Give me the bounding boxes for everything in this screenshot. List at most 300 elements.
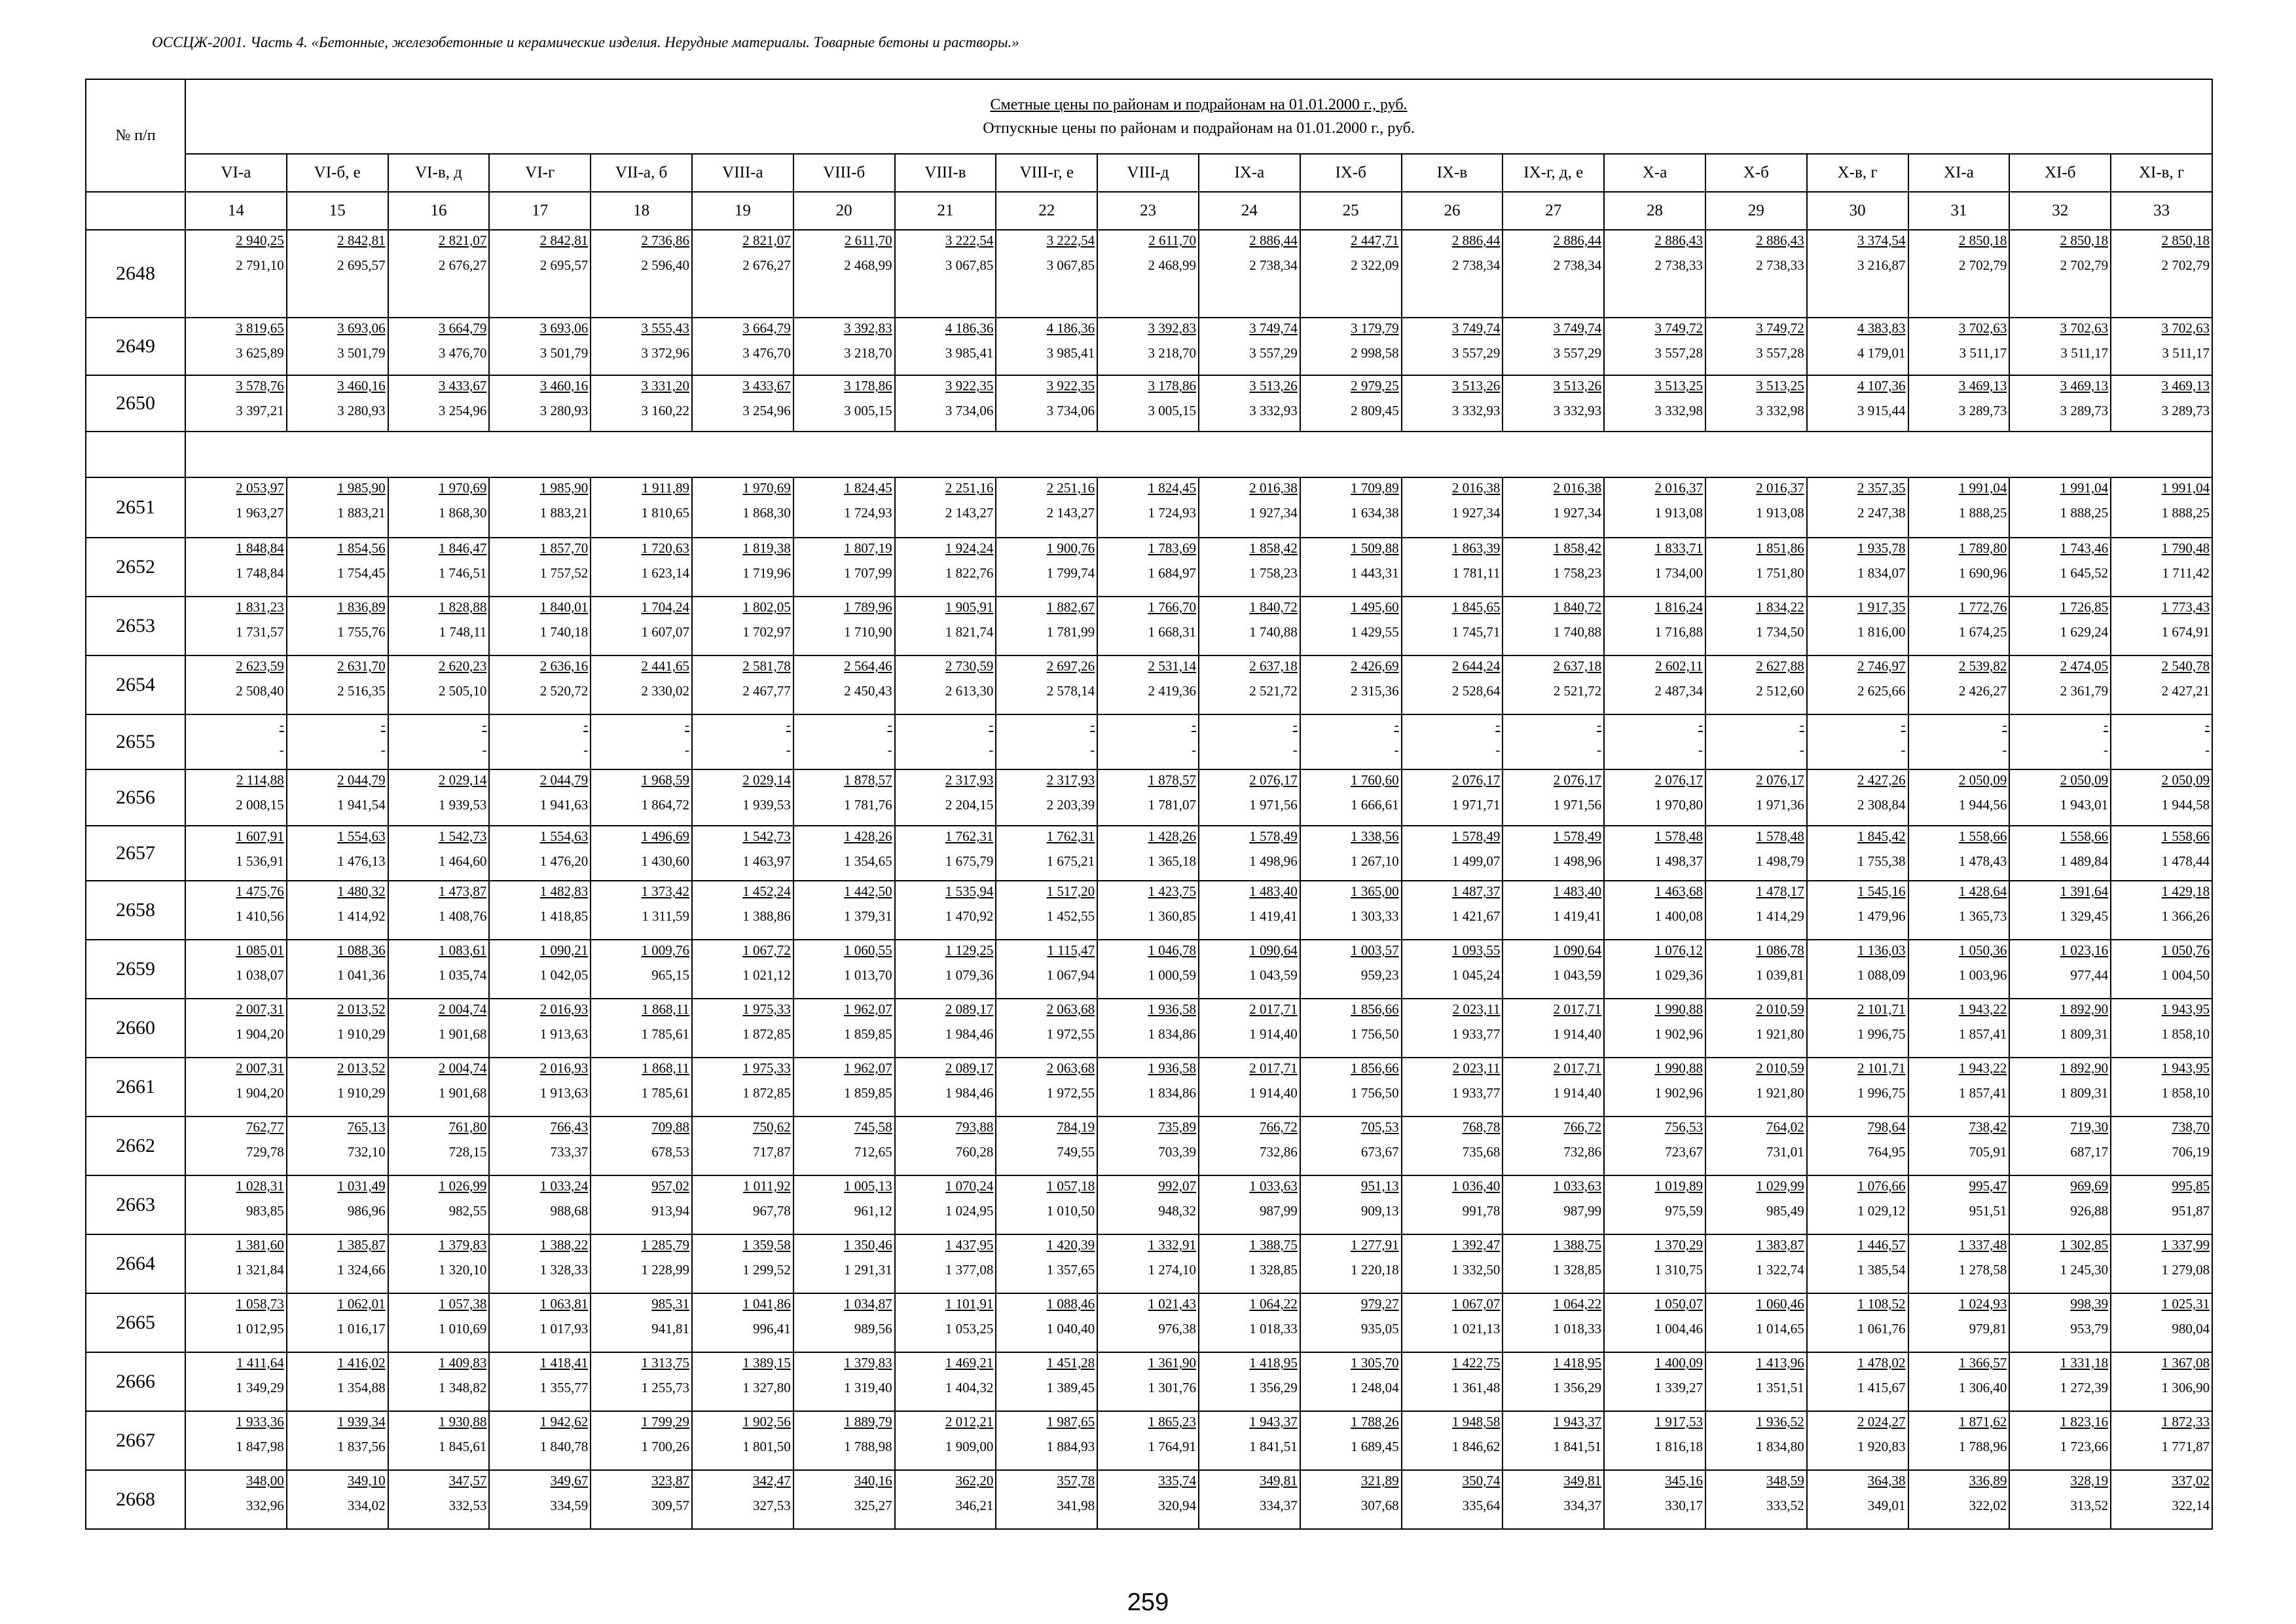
price-cell (591, 826, 692, 881)
release-price: 1 927,34 (1451, 505, 1501, 521)
price-cell (1300, 769, 1402, 826)
release-price: 1 910,29 (337, 1085, 386, 1101)
price-cell (1199, 1411, 1300, 1470)
price-cell (1097, 769, 1199, 826)
price-cell (1705, 655, 1807, 714)
estimate-price: 1 948,58 (1451, 1414, 1501, 1430)
price-cell (388, 1411, 490, 1470)
estimate-price: 1 930,88 (438, 1414, 487, 1430)
price-cell (1199, 1116, 1300, 1175)
price-cell (1705, 1175, 1807, 1234)
price-cell (185, 1175, 287, 1234)
estimate-price: 2 010,59 (1756, 1001, 1804, 1017)
release-price: 959,23 (1360, 967, 1399, 983)
price-cell (1705, 1352, 1807, 1411)
release-price: 1 788,96 (1958, 1439, 2007, 1454)
price-cell (1604, 1470, 1705, 1529)
release-price: 1 349,29 (236, 1380, 284, 1395)
estimate-price: 1 090,64 (1553, 942, 1602, 958)
price-cell (1908, 1411, 2010, 1470)
price-cell (2009, 826, 2111, 881)
release-price: 731,01 (1766, 1144, 1804, 1160)
estimate-price: 969,69 (2070, 1178, 2109, 1194)
release-price: 1 702,97 (742, 624, 791, 640)
price-cell (287, 940, 388, 999)
price-cell (1604, 714, 1705, 769)
estimate-price: 1 050,07 (1654, 1296, 1703, 1312)
estimate-price: 1 064,22 (1249, 1296, 1298, 1312)
release-price: 1 443,31 (1351, 565, 1399, 581)
estimate-price: 1 840,72 (1249, 599, 1298, 615)
price-cell (692, 655, 793, 714)
column-number-cell: 16 (388, 192, 490, 230)
release-price: 3 734,06 (945, 403, 994, 418)
release-price: 1 361,48 (1451, 1380, 1501, 1395)
release-price: 2 505,10 (438, 683, 487, 699)
estimate-price: 1 487,37 (1451, 883, 1501, 899)
price-cell (1402, 1234, 1503, 1293)
price-cell (2009, 375, 2111, 432)
estimate-price: 1 350,46 (844, 1237, 892, 1253)
price-cell (1908, 1234, 2010, 1293)
estimate-price: 2 007,31 (236, 1060, 284, 1076)
estimate-price: 2 089,17 (945, 1060, 994, 1076)
price-cell (185, 769, 287, 826)
release-price: 3 511,17 (2060, 345, 2109, 361)
release-price: 989,56 (854, 1321, 892, 1337)
price-cell (996, 655, 1097, 714)
release-price: 1 498,79 (1756, 853, 1804, 869)
price-cell (1503, 1470, 1604, 1529)
estimate-price: 2 044,79 (337, 772, 386, 788)
estimate-price: 1 943,95 (2161, 1001, 2210, 1017)
estimate-price: 1 720,63 (641, 540, 689, 556)
estimate-price: 992,07 (1158, 1178, 1196, 1194)
estimate-price: 1 872,33 (2161, 1414, 2210, 1430)
price-cell (1807, 1175, 1908, 1234)
release-price: 334,37 (1260, 1498, 1298, 1513)
release-price: 1 801,50 (742, 1439, 791, 1454)
row-number-cell: 2648 (86, 230, 185, 318)
estimate-price: 1 772,76 (1958, 599, 2007, 615)
release-price: - (1597, 742, 1602, 758)
row-number-cell: 2662 (86, 1116, 185, 1175)
release-price: 3 216,87 (1857, 257, 1906, 273)
estimate-price: 1 892,90 (2060, 1060, 2109, 1076)
release-price: 988,68 (550, 1203, 589, 1219)
release-price: 313,52 (2070, 1498, 2109, 1513)
release-price: 2 308,84 (1857, 797, 1906, 813)
row-number-cell: 2661 (86, 1058, 185, 1116)
price-cell (1705, 1058, 1807, 1116)
estimate-price: 2 017,71 (1553, 1001, 1602, 1017)
estimate-price: 2 623,59 (236, 658, 284, 674)
estimate-price: 3 749,74 (1553, 320, 1602, 336)
release-price: 349,01 (1867, 1498, 1906, 1513)
release-price: 4 179,01 (1857, 345, 1906, 361)
price-cell (2111, 714, 2212, 769)
release-price: 1 418,85 (539, 908, 589, 924)
estimate-price: 336,89 (1969, 1473, 2007, 1488)
price-cell (2111, 1234, 2212, 1293)
region-header-cell: VI-в, д (388, 154, 490, 192)
price-cell (996, 1234, 1097, 1293)
estimate-price: 3 819,65 (236, 320, 284, 336)
release-price: 1 821,74 (945, 624, 994, 640)
region-header-cell: VII-а, б (591, 154, 692, 192)
release-price: 712,65 (854, 1144, 892, 1160)
release-price: 1 414,29 (1756, 908, 1804, 924)
price-cell (1503, 1175, 1604, 1234)
price-cell (287, 714, 388, 769)
price-cell (692, 769, 793, 826)
release-price: 1 470,92 (945, 908, 994, 924)
price-cell (793, 1411, 895, 1470)
release-price: 332,53 (448, 1498, 487, 1513)
estimate-price: 756,53 (1665, 1119, 1703, 1135)
release-price: 1 904,20 (236, 1085, 284, 1101)
price-cell (2111, 477, 2212, 538)
estimate-price: 3 664,79 (438, 320, 487, 336)
price-cell (2111, 1470, 2212, 1529)
estimate-price: 3 392,83 (844, 320, 892, 336)
release-price: 2 467,77 (742, 683, 791, 699)
estimate-price: 2 251,16 (945, 480, 994, 496)
estimate-price: 762,77 (246, 1119, 284, 1135)
estimate-price: - (380, 717, 386, 733)
price-cell (1199, 1175, 1300, 1234)
estimate-price: 2 886,44 (1451, 232, 1501, 248)
release-price: 1 067,94 (1046, 967, 1095, 983)
price-cell (1908, 538, 2010, 597)
release-price: - (2002, 742, 2007, 758)
price-cell (388, 940, 490, 999)
price-cell (692, 538, 793, 597)
release-price: 1 675,21 (1046, 853, 1095, 869)
estimate-price: - (786, 717, 791, 733)
release-price: 2 676,27 (438, 257, 487, 273)
release-price: 2 520,72 (539, 683, 589, 699)
release-price: 1 607,07 (641, 624, 689, 640)
estimate-price: 3 749,72 (1756, 320, 1804, 336)
release-price: 1 941,54 (337, 797, 386, 813)
price-cell (1705, 477, 1807, 538)
estimate-price: 1 578,49 (1249, 828, 1298, 844)
table-row (86, 538, 2212, 597)
column-number-cell: 22 (996, 192, 1097, 230)
estimate-price: 1 985,90 (337, 480, 386, 496)
release-price: 346,21 (955, 1498, 994, 1513)
price-cell (895, 538, 996, 597)
price-cell (1300, 1058, 1402, 1116)
release-price: 3 476,70 (742, 345, 791, 361)
release-price: 1 645,52 (2060, 565, 2109, 581)
estimate-price: 3 702,63 (2161, 320, 2210, 336)
release-price: 2 738,34 (1553, 257, 1602, 273)
row-number-cell: 2657 (86, 826, 185, 881)
release-price: 1 816,00 (1857, 624, 1906, 640)
estimate-price: 2 317,93 (945, 772, 994, 788)
release-price: 1 016,17 (337, 1321, 386, 1337)
release-price: 3 005,15 (1148, 403, 1196, 418)
price-cell (1503, 1058, 1604, 1116)
estimate-price: 2 013,52 (337, 1001, 386, 1017)
price-cell (2111, 940, 2212, 999)
price-cell (489, 1352, 591, 1411)
price-cell (1402, 1470, 1503, 1529)
price-cell (692, 1175, 793, 1234)
release-price: 1 723,66 (2060, 1439, 2109, 1454)
price-cell (388, 1058, 490, 1116)
price-cell (1199, 375, 1300, 432)
estimate-price: 1 422,75 (1451, 1355, 1501, 1371)
estimate-price: 3 179,79 (1351, 320, 1399, 336)
estimate-price: 2 611,70 (1148, 232, 1196, 248)
release-price: 1 809,31 (2060, 1085, 2109, 1101)
price-cell (2009, 318, 2111, 375)
estimate-price: 2 016,38 (1249, 480, 1298, 496)
price-cell (185, 714, 287, 769)
estimate-price: 1 816,24 (1654, 599, 1703, 615)
estimate-price: 766,72 (1260, 1119, 1298, 1135)
estimate-price: 2 089,17 (945, 1001, 994, 1017)
estimate-price: 1 790,48 (2161, 540, 2210, 556)
estimate-price: 328,19 (2070, 1473, 2109, 1488)
price-cell (2111, 1116, 2212, 1175)
estimate-price: 1 033,63 (1249, 1178, 1298, 1194)
price-cell (1908, 714, 2010, 769)
price-cell (2111, 1175, 2212, 1234)
price-cell (1097, 1116, 1199, 1175)
estimate-price: 2 251,16 (1046, 480, 1095, 496)
release-price: 1 041,36 (337, 967, 386, 983)
estimate-price: 347,57 (448, 1473, 487, 1488)
estimate-price: 2 850,18 (2161, 232, 2210, 248)
release-price: 1 498,96 (1553, 853, 1602, 869)
release-price: 1 291,31 (844, 1262, 892, 1278)
price-cell (1199, 1058, 1300, 1116)
release-price: 2 361,79 (2060, 683, 2109, 699)
release-price: 948,32 (1158, 1203, 1196, 1219)
release-price: 951,51 (1969, 1203, 2007, 1219)
price-cell (591, 318, 692, 375)
estimate-price: - (2104, 717, 2109, 733)
price-cell (1300, 655, 1402, 714)
estimate-price: 2 427,26 (1857, 772, 1906, 788)
row-number-cell: 2665 (86, 1293, 185, 1352)
price-cell (1705, 597, 1807, 655)
release-price: 1 328,33 (539, 1262, 589, 1278)
price-cell (996, 881, 1097, 940)
release-price: 1 755,38 (1857, 853, 1906, 869)
table-row (86, 769, 2212, 826)
release-price: 1 933,77 (1451, 1085, 1501, 1101)
price-cell (996, 940, 1097, 999)
price-cell (1199, 826, 1300, 881)
estimate-price: 3 693,06 (539, 320, 589, 336)
price-cell (1604, 1411, 1705, 1470)
release-price: 1 746,51 (438, 565, 487, 581)
estimate-price: 1 473,87 (438, 883, 487, 899)
estimate-price: 2 016,93 (539, 1001, 589, 1017)
release-price: 330,17 (1665, 1498, 1703, 1513)
estimate-price: - (684, 717, 689, 733)
price-cell (1300, 1234, 1402, 1293)
price-cell (489, 714, 591, 769)
release-price: 2 330,02 (641, 683, 689, 699)
release-price: 2 512,60 (1756, 683, 1804, 699)
release-price: 1 884,93 (1046, 1439, 1095, 1454)
price-cell (895, 230, 996, 318)
estimate-price: 761,80 (448, 1119, 487, 1135)
release-price: 1 707,99 (844, 565, 892, 581)
release-price: 976,38 (1158, 1321, 1196, 1337)
estimate-price: 1 911,89 (642, 480, 689, 496)
region-header-cell: VIII-г, е (996, 154, 1097, 192)
estimate-price: 1 302,85 (2060, 1237, 2109, 1253)
release-price: 1 536,91 (236, 853, 284, 869)
price-cell (388, 1293, 490, 1352)
column-number-cell: 29 (1705, 192, 1807, 230)
estimate-price: 348,59 (1766, 1473, 1804, 1488)
estimate-price: 1 416,02 (337, 1355, 386, 1371)
release-price: 1 971,56 (1553, 797, 1602, 813)
estimate-price: 2 023,11 (1452, 1060, 1501, 1076)
price-cell (895, 769, 996, 826)
row-number-cell: 2652 (86, 538, 185, 597)
release-price: 728,15 (448, 1144, 487, 1160)
column-number-cell: 33 (2111, 192, 2212, 230)
estimate-price: 1 026,99 (438, 1178, 487, 1194)
estimate-price: 1 868,11 (642, 1060, 689, 1076)
price-cell (1705, 318, 1807, 375)
price-cell (2111, 769, 2212, 826)
estimate-price: 3 469,13 (1958, 378, 2007, 394)
release-price: 3 985,41 (945, 345, 994, 361)
price-cell (1097, 881, 1199, 940)
release-price: 1 267,10 (1351, 853, 1399, 869)
release-price: 1 021,12 (742, 967, 791, 983)
release-price: 982,55 (448, 1203, 487, 1219)
estimate-price: 2 076,17 (1654, 772, 1703, 788)
release-price: - (1394, 742, 1399, 758)
price-cell (793, 655, 895, 714)
release-price: 1 332,50 (1451, 1262, 1501, 1278)
estimate-price: 1 889,79 (844, 1414, 892, 1430)
estimate-price: 2 886,44 (1249, 232, 1298, 248)
price-cell (1807, 230, 1908, 318)
release-price: 1 751,80 (1756, 565, 1804, 581)
estimate-price: 1 101,91 (945, 1296, 994, 1312)
price-cell (1300, 999, 1402, 1058)
estimate-price: 1 517,20 (1046, 883, 1095, 899)
release-price: 332,96 (246, 1498, 284, 1513)
estimate-price: 1 882,67 (1046, 599, 1095, 615)
release-price: 1 499,07 (1451, 853, 1501, 869)
estimate-price: 337,02 (2172, 1473, 2210, 1488)
release-price: 1 689,45 (1351, 1439, 1399, 1454)
release-price: 2 322,09 (1351, 257, 1399, 273)
release-price: 1 389,45 (1046, 1380, 1095, 1395)
estimate-price: 1 840,72 (1553, 599, 1602, 615)
price-cell (185, 1470, 287, 1529)
price-cell (1807, 826, 1908, 881)
release-price: 1 868,30 (438, 505, 487, 521)
price-cell (793, 1352, 895, 1411)
price-cell (287, 1058, 388, 1116)
estimate-price: 1 942,62 (539, 1414, 589, 1430)
estimate-price: 1 943,22 (1958, 1001, 2007, 1017)
price-cell (1300, 477, 1402, 538)
release-price: - (1901, 742, 1906, 758)
column-number-cell: 30 (1807, 192, 1908, 230)
release-price: 2 143,27 (945, 505, 994, 521)
release-price: 309,57 (651, 1498, 689, 1513)
price-cell (1908, 1175, 2010, 1234)
price-cell (895, 999, 996, 1058)
release-price: 1 724,93 (844, 505, 892, 521)
price-cell (1705, 230, 1807, 318)
estimate-price: 3 702,63 (1958, 320, 2007, 336)
estimate-price: 1 962,07 (844, 1060, 892, 1076)
price-cell (1705, 375, 1807, 432)
region-header-cell: IX-г, д, е (1503, 154, 1604, 192)
release-price: 2 791,10 (236, 257, 284, 273)
price-cell (1199, 999, 1300, 1058)
row-number-cell: 2668 (86, 1470, 185, 1529)
estimate-price: 1 917,53 (1654, 1414, 1703, 1430)
region-header-cell: IX-а (1199, 154, 1300, 192)
release-price: 705,91 (1969, 1144, 2007, 1160)
release-price: 1 478,43 (1958, 853, 2007, 869)
price-cell (793, 1116, 895, 1175)
estimate-price: 1 383,87 (1756, 1237, 1804, 1253)
estimate-price: 1 878,57 (1148, 772, 1196, 788)
price-cell (489, 1470, 591, 1529)
price-cell (1097, 826, 1199, 881)
price-cell (185, 881, 287, 940)
price-cell (2009, 714, 2111, 769)
estimate-price: 1 799,29 (641, 1414, 689, 1430)
table-row (86, 655, 2212, 714)
release-price: 2 247,38 (1857, 505, 1906, 521)
estimate-price: 2 114,88 (236, 772, 284, 788)
price-cell (2009, 655, 2111, 714)
estimate-price: 1 031,49 (337, 1178, 386, 1194)
price-cell (388, 999, 490, 1058)
release-price: 1 757,52 (539, 565, 589, 581)
release-price: 1 846,62 (1451, 1439, 1501, 1454)
release-price: 1 740,18 (539, 624, 589, 640)
release-price: 1 348,82 (438, 1380, 487, 1395)
release-price: 1 489,84 (2060, 853, 2109, 869)
price-cell (1300, 538, 1402, 597)
price-cell (287, 769, 388, 826)
release-price: 1 933,77 (1451, 1026, 1501, 1042)
release-price: 1 847,98 (236, 1439, 284, 1454)
release-price: 2 508,40 (236, 683, 284, 699)
release-price: 1 816,18 (1654, 1439, 1703, 1454)
estimate-price: 1 905,91 (945, 599, 994, 615)
price-cell (1604, 1352, 1705, 1411)
estimate-price: 1 475,76 (236, 883, 284, 899)
price-cell (1097, 230, 1199, 318)
price-cell (793, 1234, 895, 1293)
release-price: - (1799, 742, 1804, 758)
release-price: 1 834,86 (1148, 1085, 1196, 1101)
estimate-price: 3 513,26 (1249, 378, 1298, 394)
release-price: 1 024,95 (945, 1203, 994, 1219)
